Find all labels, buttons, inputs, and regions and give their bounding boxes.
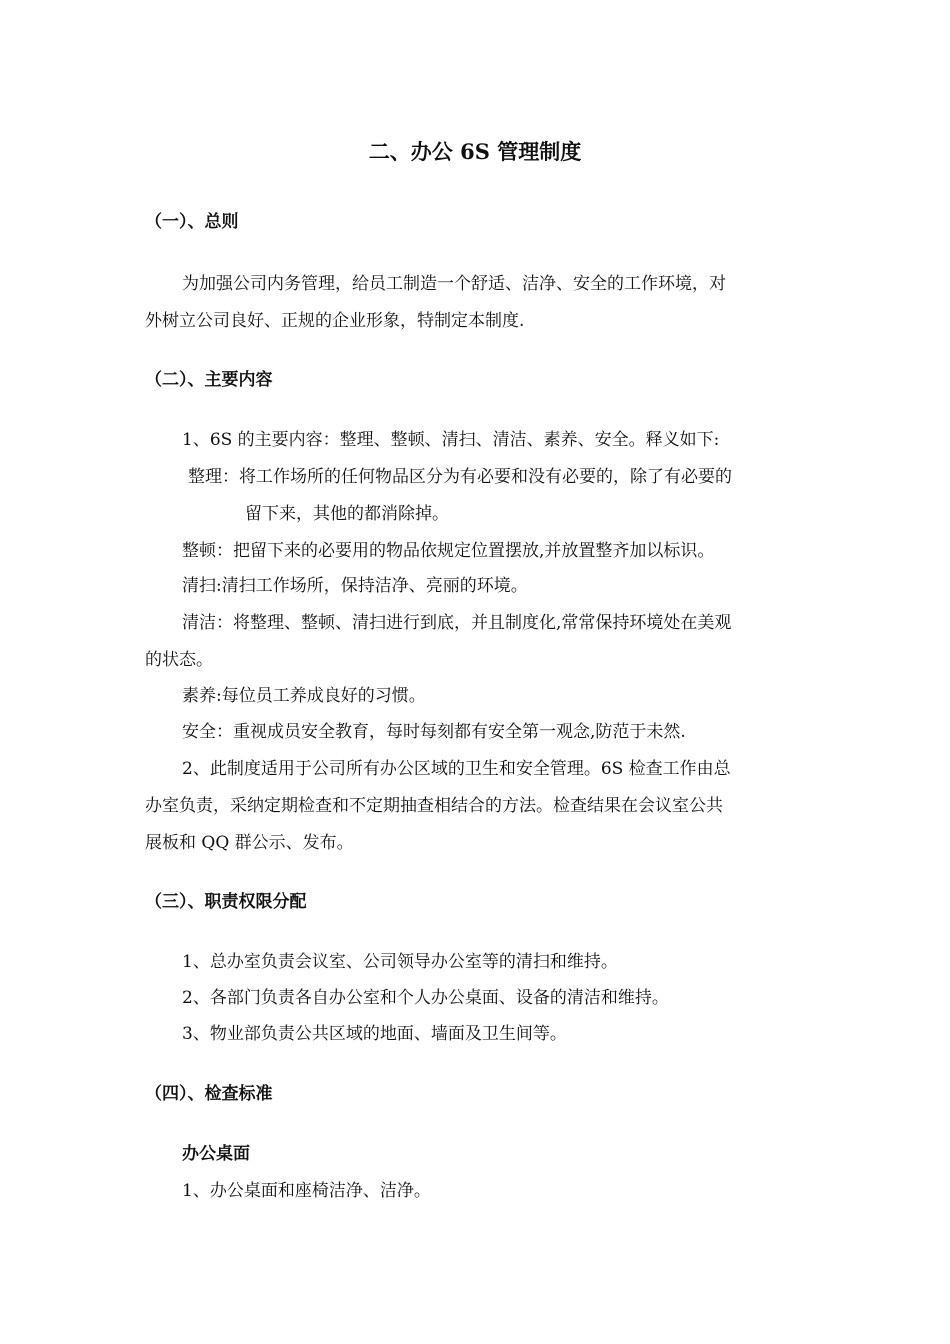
list-item: 2、此制度适用于公司所有办公区域的卫生和安全管理。6S 检查工作由总 [182,759,731,779]
definition-line: 安全：重视成员安全教育，每时每刻都有安全第一观念,防范于未然. [182,722,686,742]
section-heading-general: （一）、总则 [145,212,239,232]
list-item: 3、物业部负责公共区域的地面、墙面及卫生间等。 [182,1024,567,1044]
paragraph-line: 外树立公司良好、正规的企业形象，特制定本制度. [145,311,525,331]
paragraph-line: 办室负责，采纳定期检查和不定期抽查相结合的方法。检查结果在会议室公共 [145,796,723,816]
definition-line: 素养:每位员工养成良好的习惯。 [182,686,426,706]
list-item: 1、办公桌面和座椅洁净、洁净。 [182,1181,431,1201]
section-heading-main-content: （二）、主要内容 [145,370,273,390]
definition-line: 整理：将工作场所的任何物品区分为有必要和没有必要的，除了有必要的 [188,467,732,487]
section-heading-responsibilities: （三）、职责权限分配 [145,892,307,912]
list-item: 2、各部门负责各自办公室和个人办公桌面、设备的清洁和维持。 [182,988,669,1008]
document-title: 二、办公 6S 管理制度 [368,139,582,164]
definition-line: 清洁：将整理、整顿、清扫进行到底，并且制度化,常常保持环境处在美观 [182,613,732,633]
paragraph-line: 展板和 QQ 群公示、发布。 [145,833,354,853]
list-item: 1、总办室负责会议室、公司领导办公室等的清扫和维持。 [182,952,618,972]
section-heading-inspection-standards: （四）、检查标准 [145,1084,273,1104]
subheading-office-desk: 办公桌面 [182,1144,250,1164]
paragraph-line: 为加强公司内务管理，给员工制造一个舒适、洁净、安全的工作环境，对 [182,274,726,294]
definition-line: 留下来，其他的都消除掉。 [245,504,449,524]
definition-line: 的状态。 [145,650,213,670]
definition-line: 整顿：把留下来的必要用的物品依规定位置摆放,并放置整齐加以标识。 [182,541,715,561]
definition-line: 清扫:清扫工作场所，保持洁净、亮丽的环境。 [182,576,528,596]
list-item: 1、6S 的主要内容：整理、整顿、清扫、清洁、素养、安全。释义如下: [182,430,720,450]
